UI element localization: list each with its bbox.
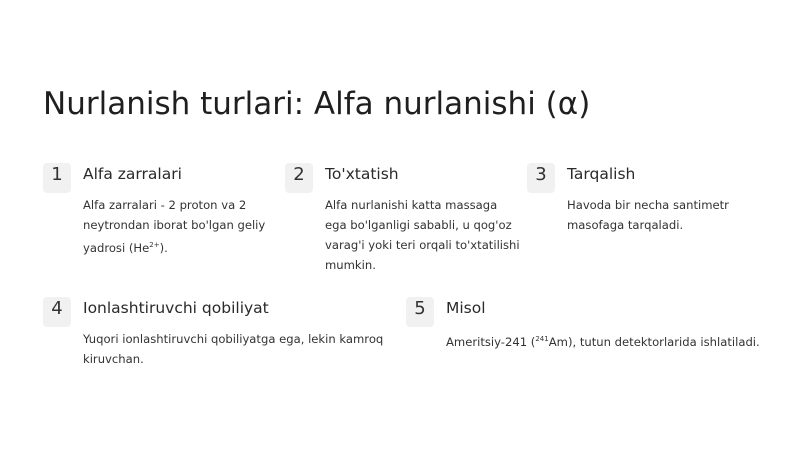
item-description: Yuqori ionlashtiruvchi qobiliyatga ega, lekin kamroq kiruvchan. [83, 332, 384, 366]
item-heading: Misol [446, 299, 486, 317]
description-text: Ameritsiy-241 ( [446, 334, 536, 349]
description-text-end: ). [159, 240, 168, 255]
number-badge: 4 [43, 297, 71, 327]
item-heading: Alfa zarralari [83, 165, 182, 183]
superscript: 2+ [149, 241, 160, 249]
description-text: Alfa zarralari - 2 proton va 2 neytrondan iborat bo'lgan geliy yadrosi (He [83, 198, 266, 255]
item-description: Alfa nurlanishi katta massaga ega bo'lganligi sababli, u qog'oz varag'i yoki teri orqali to'xtatilishi mumkin. [325, 198, 520, 272]
superscript: 241 [535, 335, 549, 343]
slide-title: Nurlanish turlari: Alfa nurlanishi (α) [43, 86, 591, 122]
item-description: Havoda bir necha santimetr masofaga tarqaladi. [567, 198, 729, 232]
item-heading: Tarqalish [567, 165, 636, 183]
number-badge: 2 [285, 163, 313, 193]
number-badge: 1 [43, 163, 71, 193]
item-description [83, 195, 273, 258]
number-badge: 3 [527, 163, 555, 193]
item-heading: To'xtatish [325, 165, 399, 183]
item-heading: Ionlashtiruvchi qobiliyat [83, 299, 269, 317]
number-badge: 5 [406, 297, 434, 327]
description-text-end: Am), tutun detektorlarida ishlatiladi. [548, 334, 760, 349]
item-description [446, 329, 786, 352]
